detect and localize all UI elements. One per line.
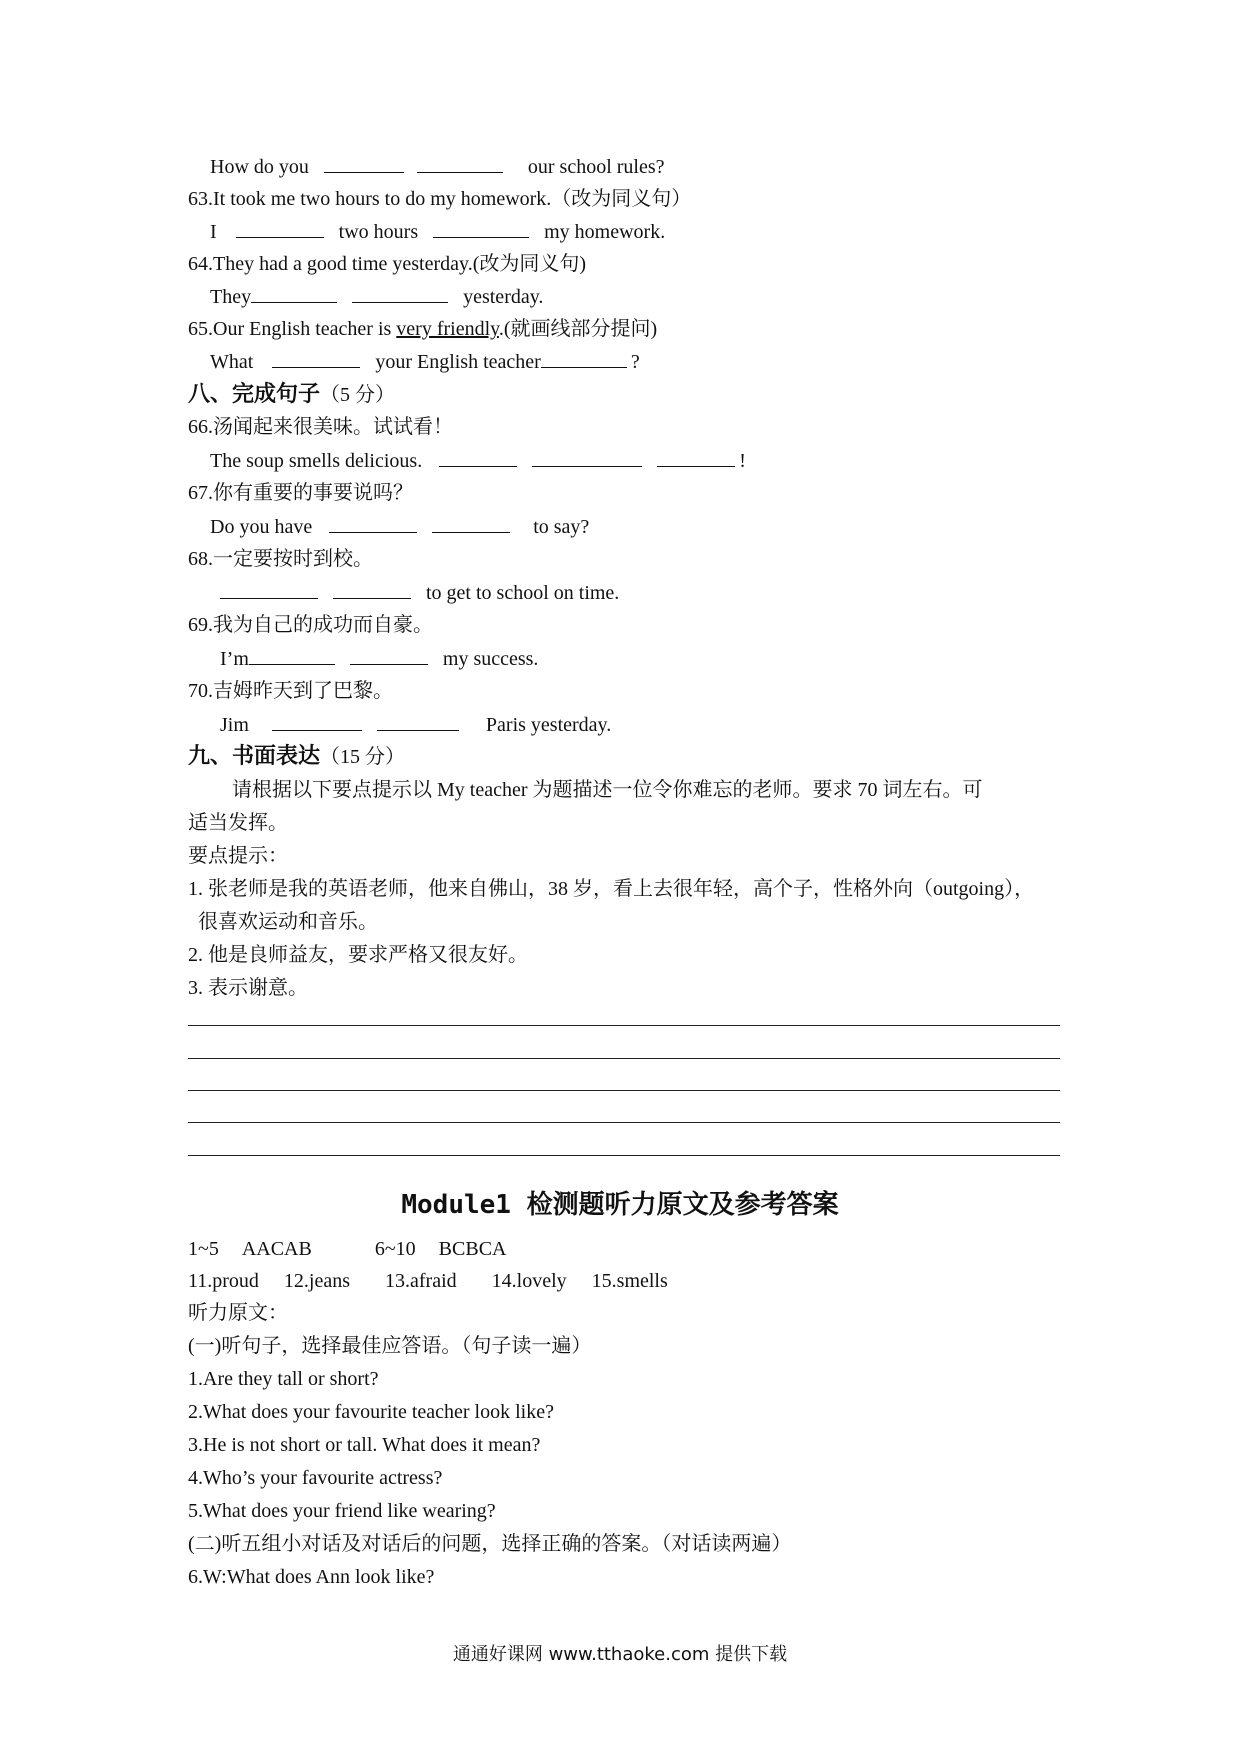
- q65-text-a: What: [210, 351, 254, 373]
- q66-blank-1[interactable]: [439, 448, 517, 467]
- q69-text-a: I’m: [220, 648, 249, 670]
- hint-1-line-2: 很喜欢运动和音乐。: [198, 911, 378, 933]
- answer-key-1: AACAB: [241, 1238, 312, 1260]
- q68-prompt: 68.一定要按时到校。: [188, 548, 373, 570]
- answers-title: Module1 检测题听力原文及参考答案: [401, 1190, 839, 1220]
- script-sentence: 2.What does your favourite teacher look like?: [188, 1401, 554, 1423]
- q62-answer-line: [210, 154, 665, 180]
- q65-prompt: [188, 316, 657, 342]
- q64-answer-line: [210, 284, 543, 310]
- script-label: 听力原文：: [188, 1302, 288, 1324]
- writing-line[interactable]: [188, 1090, 1060, 1091]
- q66-prompt: 66.汤闻起来很美味。试试看！: [188, 416, 453, 438]
- q67-text-b: to say?: [533, 516, 590, 538]
- q67-prompt: 67.你有重要的事要说吗？: [188, 482, 413, 504]
- writing-line[interactable]: [188, 1025, 1060, 1026]
- q68-answer-line: [220, 580, 619, 606]
- answer-key-2: BCBCA: [438, 1238, 507, 1260]
- q70-answer-line: [220, 712, 611, 738]
- section-9-heading: [188, 743, 405, 771]
- q63-prompt: 63.It took me two hours to do my homework.（改为同义句）: [188, 188, 692, 210]
- writing-line[interactable]: [188, 1058, 1060, 1059]
- q68-text-a: to get to school on time.: [426, 582, 620, 604]
- q63-text-a: I: [210, 221, 217, 243]
- q70-prompt: 70.吉姆昨天到了巴黎。: [188, 680, 393, 702]
- q65-blank-1[interactable]: [272, 349, 360, 368]
- answer-range-2: 6~10: [374, 1238, 416, 1260]
- q65-blank-2[interactable]: [541, 349, 627, 368]
- q63-blank-1[interactable]: [236, 219, 324, 238]
- q66-blank-2[interactable]: [532, 448, 642, 467]
- q65-prompt-a: 65.Our English teacher is: [188, 318, 397, 340]
- section-8-title: 八、完成句子: [188, 382, 321, 407]
- section-8-points: （5 分）: [320, 384, 396, 406]
- q62-text-a: How do you: [210, 156, 309, 178]
- q63-blank-2[interactable]: [433, 219, 529, 238]
- answer-item: 13.afraid: [385, 1270, 457, 1292]
- hints-label: 要点提示：: [188, 845, 288, 867]
- q70-text-a: Jim: [220, 714, 249, 736]
- q65-text-c: ?: [630, 351, 640, 373]
- script-sentence: 3.He is not short or tall. What does it mean?: [188, 1434, 541, 1456]
- answers-row-1: [188, 1236, 506, 1262]
- q63-text-c: my homework.: [544, 221, 666, 243]
- page-footer: 通通好课网 www.tthaoke.com 提供下载: [452, 1644, 788, 1665]
- q70-blank-1[interactable]: [272, 712, 362, 731]
- q64-prompt: 64.They had a good time yesterday.(改为同义句): [188, 253, 587, 275]
- q66-text-b: !: [739, 450, 746, 472]
- writing-intro-line-1: 请根据以下要点提示以 My teacher 为题描述一位令你难忘的老师。要求 70 词左右。可: [232, 779, 983, 801]
- q64-text-a: They: [210, 286, 252, 308]
- writing-line[interactable]: [188, 1122, 1060, 1123]
- q69-answer-line: [220, 646, 538, 672]
- q69-blank-1[interactable]: [249, 646, 335, 665]
- writing-intro-line-2: 适当发挥。: [188, 812, 288, 834]
- script-sentence: 1.Are they tall or short?: [188, 1368, 379, 1390]
- section-9-title: 九、书面表达: [188, 744, 321, 769]
- answer-item: 11.proud: [188, 1270, 259, 1292]
- script-sentence: 6.W:What does Ann look like?: [188, 1566, 435, 1588]
- q63-answer-line: [210, 219, 665, 245]
- script-part-2-heading: (二)听五组小对话及对话后的问题，选择正确的答案。（对话读两遍）: [188, 1533, 792, 1555]
- q65-answer-line: [210, 349, 640, 375]
- q69-blank-2[interactable]: [350, 646, 428, 665]
- q65-text-b: your English teacher: [375, 351, 541, 373]
- q67-blank-2[interactable]: [432, 514, 510, 533]
- q62-blank-1[interactable]: [324, 154, 404, 173]
- answer-item: 14.lovely: [491, 1270, 567, 1292]
- q65-prompt-b: .(就画线部分提问): [498, 318, 658, 340]
- q69-prompt: 69.我为自己的成功而自豪。: [188, 614, 433, 636]
- answers-row-2: [188, 1268, 668, 1294]
- q68-blank-2[interactable]: [333, 580, 411, 599]
- answer-range-1: 1~5: [188, 1238, 219, 1260]
- q62-blank-2[interactable]: [417, 154, 503, 173]
- section-8-heading: [188, 381, 395, 409]
- q62-text-b: our school rules?: [527, 156, 665, 178]
- q68-blank-1[interactable]: [220, 580, 318, 599]
- q64-blank-1[interactable]: [251, 284, 337, 303]
- q70-blank-2[interactable]: [377, 712, 459, 731]
- writing-line[interactable]: [188, 1155, 1060, 1156]
- q65-underlined-phrase: very friendly: [396, 318, 499, 340]
- hint-3: 3. 表示谢意。: [188, 977, 308, 999]
- q64-text-b: yesterday.: [463, 286, 544, 308]
- q63-text-b: two hours: [338, 221, 419, 243]
- q67-answer-line: [210, 514, 589, 540]
- hint-1-line-1: 1. 张老师是我的英语老师，他来自佛山，38 岁，看上去很年轻，高个子，性格外向（outgoing），: [188, 878, 1035, 900]
- section-9-points: （15 分）: [320, 746, 406, 768]
- script-sentence: 4.Who’s your favourite actress?: [188, 1467, 443, 1489]
- q64-blank-2[interactable]: [352, 284, 448, 303]
- hint-2: 2. 他是良师益友，要求严格又很友好。: [188, 944, 528, 966]
- script-part-1-heading: (一)听句子，选择最佳应答语。（句子读一遍）: [188, 1335, 592, 1357]
- q66-answer-line: [210, 448, 746, 474]
- q66-blank-3[interactable]: [657, 448, 735, 467]
- q67-text-a: Do you have: [210, 516, 313, 538]
- answer-item: 15.smells: [591, 1270, 668, 1292]
- q67-blank-1[interactable]: [329, 514, 417, 533]
- script-sentence: 5.What does your friend like wearing?: [188, 1500, 496, 1522]
- q66-text-a: The soup smells delicious.: [210, 450, 423, 472]
- q70-text-b: Paris yesterday.: [485, 714, 612, 736]
- answer-item: 12.jeans: [283, 1270, 351, 1292]
- q69-text-b: my success.: [442, 648, 539, 670]
